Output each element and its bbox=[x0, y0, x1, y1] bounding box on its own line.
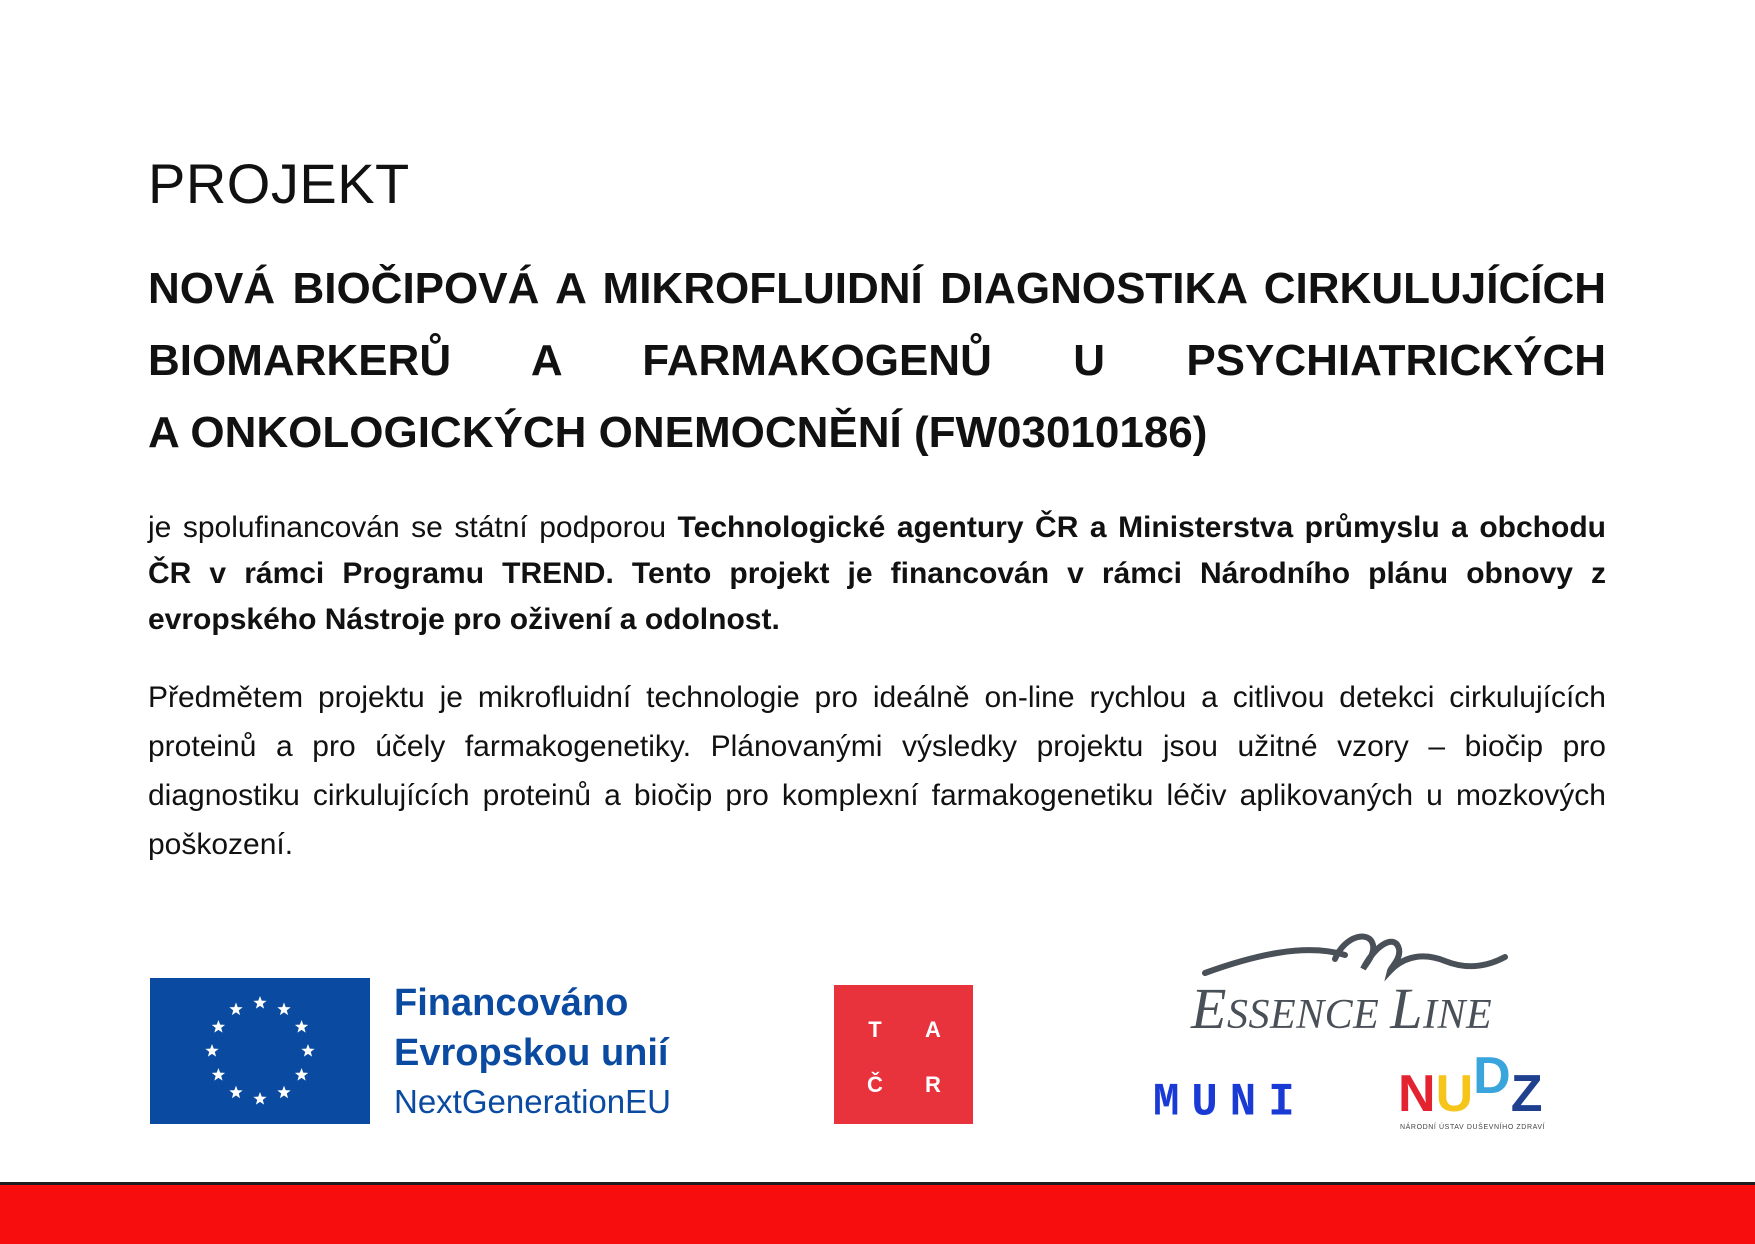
funding-paragraph bbox=[148, 505, 1606, 643]
project-title-line: NOVÁ BIOČIPOVÁ A MIKROFLUIDNÍ DIAGNOSTIKA CIRKULUJÍCÍCH bbox=[148, 264, 1606, 314]
eu-text-line: NextGenerationEU bbox=[394, 1083, 671, 1120]
essence-line-logo bbox=[1185, 925, 1515, 1040]
essence-cap: L bbox=[1390, 976, 1424, 1041]
eu-funding-text bbox=[394, 978, 724, 1126]
nudz-wordmark bbox=[1398, 1047, 1543, 1130]
eu-flag-icon bbox=[150, 978, 370, 1124]
nudz-letter: U bbox=[1435, 1065, 1474, 1123]
description-paragraph: Předmětem projektu je mikrofluidní technologie pro ideálně on-line rychlou a citlivou detekci cirkulujících proteinů a pro účely farmakogenetiky. Plánovanými výsledky projektu jsou užitné vzory – biočip pro diagnostiku cirkulujících proteinů a biočip pro komplexní farmakogenetiku léčiv aplikovaných u mozkových poškození. bbox=[148, 681, 1606, 862]
eu-text-line: Financováno bbox=[394, 982, 629, 1024]
essence-cap: E bbox=[1191, 976, 1227, 1041]
tacr-letter: T bbox=[868, 1017, 882, 1042]
essence-word: INE bbox=[1423, 992, 1493, 1038]
project-title-line: A ONKOLOGICKÝCH ONEMOCNĚNÍ (FW03010186) bbox=[148, 408, 1208, 458]
essence-line-wordmark bbox=[1191, 975, 1492, 1042]
project-title bbox=[148, 253, 1606, 469]
nudz-logo bbox=[1398, 1047, 1546, 1138]
main-content bbox=[148, 150, 1606, 869]
tacr-letter: Č bbox=[867, 1072, 883, 1097]
eu-text-line: Evropskou unií bbox=[394, 1032, 669, 1074]
nudz-subtitle: NÁRODNÍ ÚSTAV DUŠEVNÍHO ZDRAVÍ bbox=[1400, 1124, 1546, 1131]
tacr-logo bbox=[834, 985, 973, 1124]
bottom-bar bbox=[0, 1182, 1755, 1244]
funding-lead-text: je spolufinancován se státní podporou bbox=[148, 511, 678, 545]
tacr-letter: R bbox=[925, 1072, 941, 1097]
project-title-line: BIOMARKERŮ A FARMAKOGENŮ U PSYCHIATRICKÝCH bbox=[148, 336, 1606, 386]
muni-logo: MUNI bbox=[1153, 1076, 1307, 1130]
tacr-letter: A bbox=[925, 1017, 941, 1042]
project-label: PROJEKT bbox=[148, 152, 410, 215]
essence-word: SSENCE bbox=[1226, 992, 1380, 1038]
nudz-letter: Z bbox=[1510, 1065, 1543, 1123]
eu-funding-logo bbox=[150, 978, 722, 1126]
funding-bold-text: Technologické agentury ČR a Ministerstva průmyslu a obchodu ČR v rámci Programu TREND. Tento projekt je financován v rámci Národního plánu obnovy z evropského Nástroje pro oživení a odolnost. bbox=[148, 511, 1606, 637]
nudz-letter: N bbox=[1398, 1065, 1436, 1123]
nudz-letter: D bbox=[1473, 1047, 1511, 1105]
